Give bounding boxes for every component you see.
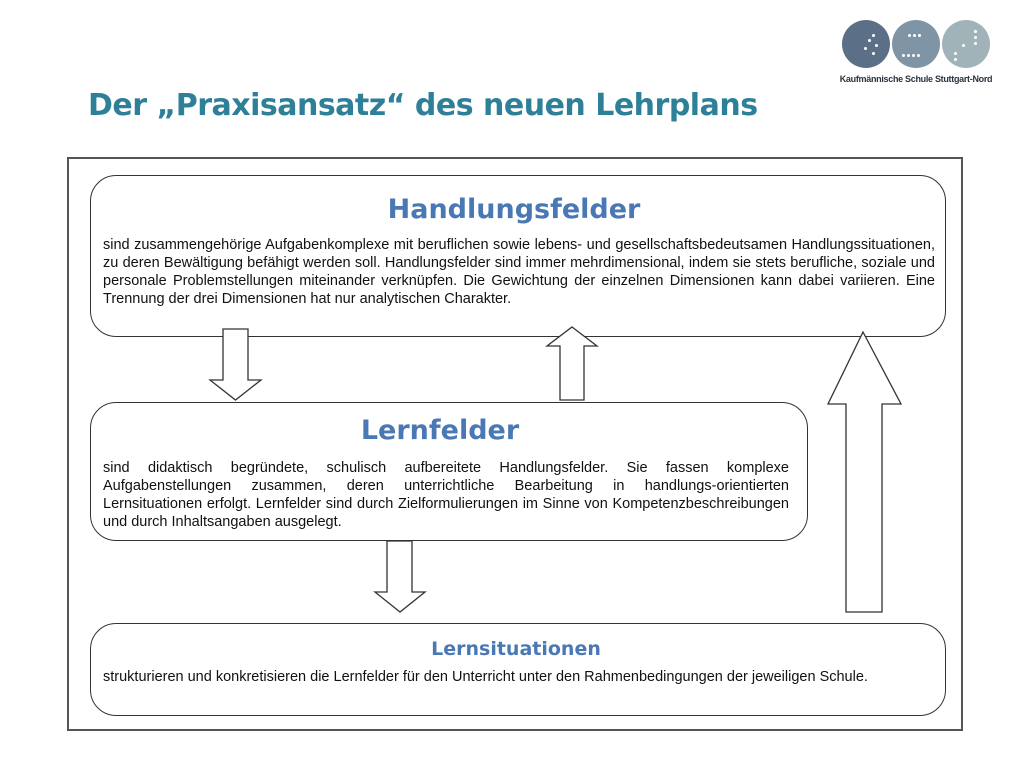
handlungsfelder-text: sind zusammengehörige Aufgabenkomplexe mit beruflichen sowie lebens- und gesellschaftsbedeutsamen Handlungssituationen, zu deren Bewältigung befähigt werden soll. Handlungsfelder sind immer mehrdimensional, indem sie stets berufliche, soziale und personale Problemstellungen miteinander verknüpfen. Die Gewichtung der einzelnen Dimensionen kann dabei variieren. Eine Trennung der drei Dimensionen hat nur analytischen Charakter. — [103, 237, 935, 307]
logo-circle-2 — [892, 20, 940, 68]
school-logo — [836, 14, 996, 94]
logo-circle-3 — [942, 20, 990, 68]
lernfelder-text: sind didaktisch begründete, schulisch aufbereitete Handlungsfelder. Sie fassen komplexe Aufgabenstellungen zusammen, deren unterrichtliche Bearbeitung in handlungs-orientierten Lernsituationen erfolgt. Lernfelder sind durch Zielformulierungen im Sinne von Kompetenzbeschreibungen und durch Inhaltsangaben ausgelegt. — [103, 460, 789, 530]
arrow-down-lernfelder-to-lernsituationen — [372, 540, 428, 614]
lernfelder-title: Lernfelder — [360, 415, 520, 446]
slide-title: Der „Praxisansatz“ des neuen Lehrplans — [88, 88, 758, 123]
lernsituationen-text: strukturieren und konkretisieren die Lernfelder für den Unterricht unter den Rahmenbedingungen der jeweiligen Schule. — [103, 669, 868, 685]
lernsituationen-box — [90, 623, 946, 716]
lernfelder-box — [90, 402, 808, 541]
logo-text: Kaufmännische Schule Stuttgart-Nord — [839, 74, 993, 84]
arrow-down-handlungsfelder-to-lernfelder — [206, 328, 266, 402]
handlungsfelder-box — [90, 175, 946, 337]
logo-circle-1 — [842, 20, 890, 68]
lernsituationen-title: Lernsituationen — [431, 638, 601, 660]
handlungsfelder-title: Handlungsfelder — [387, 194, 641, 225]
logo-circles — [842, 14, 992, 68]
arrow-up-lernfelder-to-handlungsfelder — [544, 326, 600, 402]
arrow-up-lernsituationen-to-handlungsfelder — [826, 331, 904, 615]
